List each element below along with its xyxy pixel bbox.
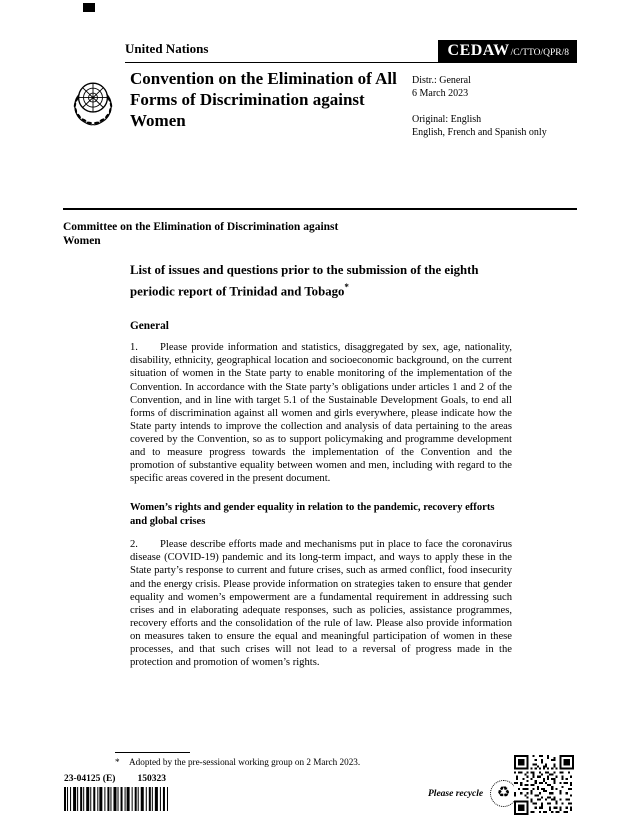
original-language: Original: English <box>412 114 482 125</box>
section-heading-general: General <box>130 320 169 333</box>
recycle-row <box>428 780 517 807</box>
registration-mark <box>83 3 95 12</box>
un-label: United Nations <box>125 41 209 56</box>
qr-code <box>514 755 574 815</box>
doc-symbol: CEDAW <box>447 42 510 59</box>
section-heading-crises: Women’s rights and gender equality in relation to the pandemic, recovery efforts and global crises <box>130 502 495 527</box>
un-emblem-icon <box>66 76 120 130</box>
spacer <box>412 100 582 113</box>
recycle-icon: ♻ <box>490 780 517 807</box>
committee-heading: Committee on the Elimination of Discrimination against Women <box>63 221 339 247</box>
recycle-label: Please recycle <box>428 788 484 799</box>
distribution-date: 6 March 2023 <box>412 88 469 99</box>
barcode <box>64 787 169 811</box>
doc-symbol-box <box>438 40 577 63</box>
document-id <box>64 774 166 784</box>
footnote <box>115 752 515 767</box>
footnote-rule <box>115 752 190 753</box>
title-footnote-marker: * <box>344 282 349 292</box>
report-title <box>130 262 512 300</box>
paragraph-1 <box>130 341 512 485</box>
doc-symbol-suffix: /C/TTO/QPR/8 <box>510 48 569 58</box>
horizontal-rule <box>63 208 577 210</box>
language-note: English, French and Spanish only <box>412 127 547 138</box>
paragraph-1-text: Please provide information and statistics, disaggregated by sex, age, nationality, disability, ethnicity, geographical location and socioeconomic background, on the current situation of women in the State party to enable monitoring of the implementation of the Convention. In accordance with the State party’s obligations under articles 1 and 2 of the Convention, and in line with target 5.1 of the Sustainable Development Goals, to end all forms of discrimination against all women and girls everywhere, please indicate how the State party intends to improve the collection and analysis of data pertaining to the areas covered by the Convention, so as to support policymaking and programme development and to measure progress towards the implementation of the Convention and the promotion of substantive equality between women and men, including with regard to the specific areas covered in the present document. <box>130 342 512 485</box>
paragraph-1-number: 1. <box>130 342 138 354</box>
document-header <box>125 40 577 63</box>
distribution-label: Distr.: General <box>412 75 471 86</box>
report-title-text: List of issues and questions prior to the submission of the eighth periodic report of Trinidad and Tobago <box>130 263 479 299</box>
date-code: 150323 <box>137 774 166 784</box>
paragraph-2-text: Please describe efforts made and mechanisms put in place to face the coronavirus disease (COVID-19) pandemic and its long-term impact, and ways to apply these in the State party’s response to current and future crises, such as armed conflict, food insecurity and the energy crisis. Please provide information on strategies taken to ensure that gender equality and women’s empowerment are a fundamental requirement in addressing such crises and in elaborating adequate responses, such as policies, assistance programmes, recovery efforts and the consolidation of the rule of law. Please also provide information on measures taken to ensure the equal and meaningful participation of women in these processes, and that such crises will not lead to a reversal of progress made in the protection and promotion of women’s rights. <box>130 539 512 669</box>
document-number: 23-04125 (E) <box>64 774 116 784</box>
paragraph-2-number: 2. <box>130 539 138 551</box>
paragraph-2 <box>130 538 512 669</box>
convention-title: Convention on the Elimination of All Forms of Discrimination against Women <box>130 69 397 130</box>
document-body <box>130 262 512 682</box>
footnote-text: Adopted by the pre-sessional working group on 2 March 2023. <box>129 757 361 767</box>
distribution-block <box>412 74 582 139</box>
footnote-marker: * <box>115 757 120 767</box>
